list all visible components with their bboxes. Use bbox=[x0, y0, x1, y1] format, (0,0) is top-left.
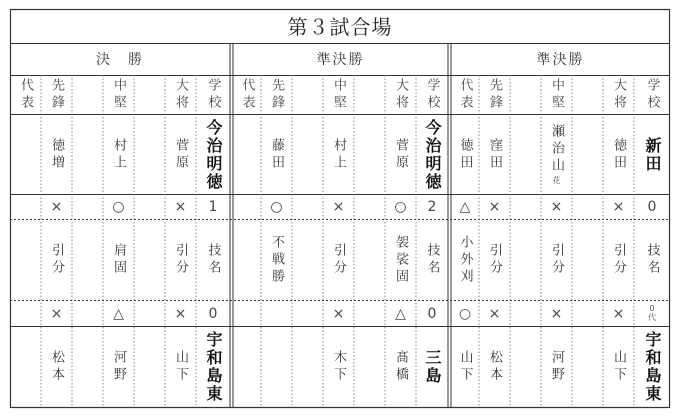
right-header-captain: 大将 bbox=[611, 78, 626, 112]
section-final: 決 勝 bbox=[96, 51, 144, 68]
header-school: 学校 bbox=[205, 78, 221, 112]
right-top-res-representative: △ bbox=[459, 199, 471, 215]
right-top-res-vanguard: × bbox=[488, 199, 501, 215]
right-bottom-school: 宇和島東 bbox=[643, 331, 662, 403]
mid-top-res-captain: ○ bbox=[394, 199, 407, 215]
right-header-school: 学校 bbox=[644, 78, 660, 112]
right-top-vanguard: 窪田 bbox=[487, 137, 502, 172]
left-decision-center: 肩固 bbox=[111, 243, 126, 277]
right-bottom-center: 河野 bbox=[549, 350, 564, 384]
mid-top-center: 村上 bbox=[331, 137, 346, 172]
mid-bottom-res-center: × bbox=[332, 305, 345, 322]
mid-bottom-res-school: 0 bbox=[427, 305, 437, 322]
right-decision-vanguard: 引分 bbox=[487, 243, 502, 277]
right-top-center-note: 花 bbox=[552, 176, 561, 185]
left-top-res-vanguard: × bbox=[50, 199, 63, 215]
header-captain: 大将 bbox=[173, 78, 188, 112]
left-bottom-school: 宇和島東 bbox=[204, 331, 223, 403]
right-bottom-res-center: × bbox=[550, 305, 563, 322]
left-top-res-school: 1 bbox=[208, 199, 218, 215]
right-top-school: 新田 bbox=[643, 136, 662, 173]
section-semifinal-1: 準決勝 bbox=[316, 51, 365, 68]
mid-header-vanguard: 先鋒 bbox=[269, 78, 284, 112]
right-bottom-res-vanguard: × bbox=[488, 305, 501, 322]
right-top-res-school: 0 bbox=[647, 199, 657, 215]
mid-bottom-center: 木下 bbox=[331, 350, 346, 384]
header-center: 中堅 bbox=[111, 78, 126, 112]
mid-top-res-school: 2 bbox=[427, 199, 437, 215]
right-bottom-representative: 山下 bbox=[457, 350, 473, 384]
right-header-center: 中堅 bbox=[549, 78, 564, 112]
right-top-center-cell bbox=[541, 115, 572, 194]
mid-top-res-center: × bbox=[332, 199, 345, 215]
right-top-representative: 徳田 bbox=[457, 137, 473, 172]
mid-top-res-vanguard: ○ bbox=[270, 199, 283, 215]
left-top-center: 村上 bbox=[111, 137, 126, 172]
page-title: 第３試合場 bbox=[287, 14, 393, 39]
left-top-school: 今治明徳 bbox=[204, 118, 223, 191]
mid-top-school: 今治明徳 bbox=[423, 118, 442, 191]
right-top-res-center: × bbox=[550, 199, 563, 215]
mid-bottom-school: 三島 bbox=[423, 349, 442, 385]
mid-decision-captain: 袈裟固 bbox=[393, 234, 408, 286]
right-bottom-res-school: 0 bbox=[649, 304, 655, 313]
mid-top-captain: 菅原 bbox=[393, 137, 408, 172]
left-bottom-res-captain: × bbox=[174, 305, 187, 322]
right-top-captain: 徳田 bbox=[611, 137, 626, 172]
mid-bottom-res-captain: △ bbox=[395, 305, 406, 322]
right-header-representative: 代表 bbox=[457, 78, 473, 112]
right-top-res-captain: × bbox=[612, 199, 625, 215]
right-bottom-vanguard: 松本 bbox=[487, 350, 502, 384]
left-bottom-res-school: 0 bbox=[208, 305, 218, 322]
left-bottom-captain: 山下 bbox=[173, 350, 188, 384]
left-bottom-vanguard: 松本 bbox=[49, 350, 64, 384]
left-bottom-res-vanguard: × bbox=[50, 305, 63, 322]
right-bottom-res-representative: ○ bbox=[458, 305, 472, 322]
mid-header-representative: 代表 bbox=[239, 78, 255, 112]
right-decision-center: 引分 bbox=[549, 243, 564, 277]
header-representative: 代表 bbox=[18, 78, 33, 112]
left-top-res-captain: × bbox=[174, 199, 187, 215]
left-top-res-center: ○ bbox=[112, 199, 125, 215]
mid-decision-school: 技名 bbox=[424, 243, 440, 277]
mid-bottom-captain: 髙橋 bbox=[393, 350, 408, 384]
right-decision-school: 技名 bbox=[644, 243, 660, 277]
left-decision-vanguard: 引分 bbox=[49, 243, 64, 277]
right-bottom-res-captain: × bbox=[612, 305, 625, 322]
left-bottom-center: 河野 bbox=[111, 350, 126, 384]
left-top-vanguard: 徳増 bbox=[49, 137, 64, 172]
mid-top-vanguard: 藤田 bbox=[269, 137, 284, 172]
mid-header-center: 中堅 bbox=[331, 78, 346, 112]
right-header-vanguard: 先鋒 bbox=[487, 78, 502, 112]
mid-decision-center: 引分 bbox=[331, 243, 346, 277]
right-bottom-res-school-note: 代 bbox=[648, 313, 656, 322]
left-bottom-res-center: △ bbox=[113, 305, 124, 322]
left-decision-captain: 引分 bbox=[173, 243, 188, 277]
section-semifinal-2: 準決勝 bbox=[536, 51, 585, 68]
right-decision-representative: 小外刈 bbox=[457, 234, 473, 286]
header-vanguard: 先鋒 bbox=[49, 78, 64, 112]
mid-decision-vanguard: 不戦勝 bbox=[269, 234, 284, 286]
left-top-captain: 菅原 bbox=[173, 137, 188, 172]
right-top-center: 瀬治山 bbox=[549, 124, 564, 175]
right-bottom-captain: 山下 bbox=[611, 350, 626, 384]
mid-header-school: 学校 bbox=[424, 78, 440, 112]
mid-header-captain: 大将 bbox=[393, 78, 408, 112]
right-decision-captain: 引分 bbox=[611, 243, 626, 277]
left-decision-school: 技名 bbox=[205, 243, 221, 277]
right-bottom-res-school-cell bbox=[634, 301, 670, 326]
